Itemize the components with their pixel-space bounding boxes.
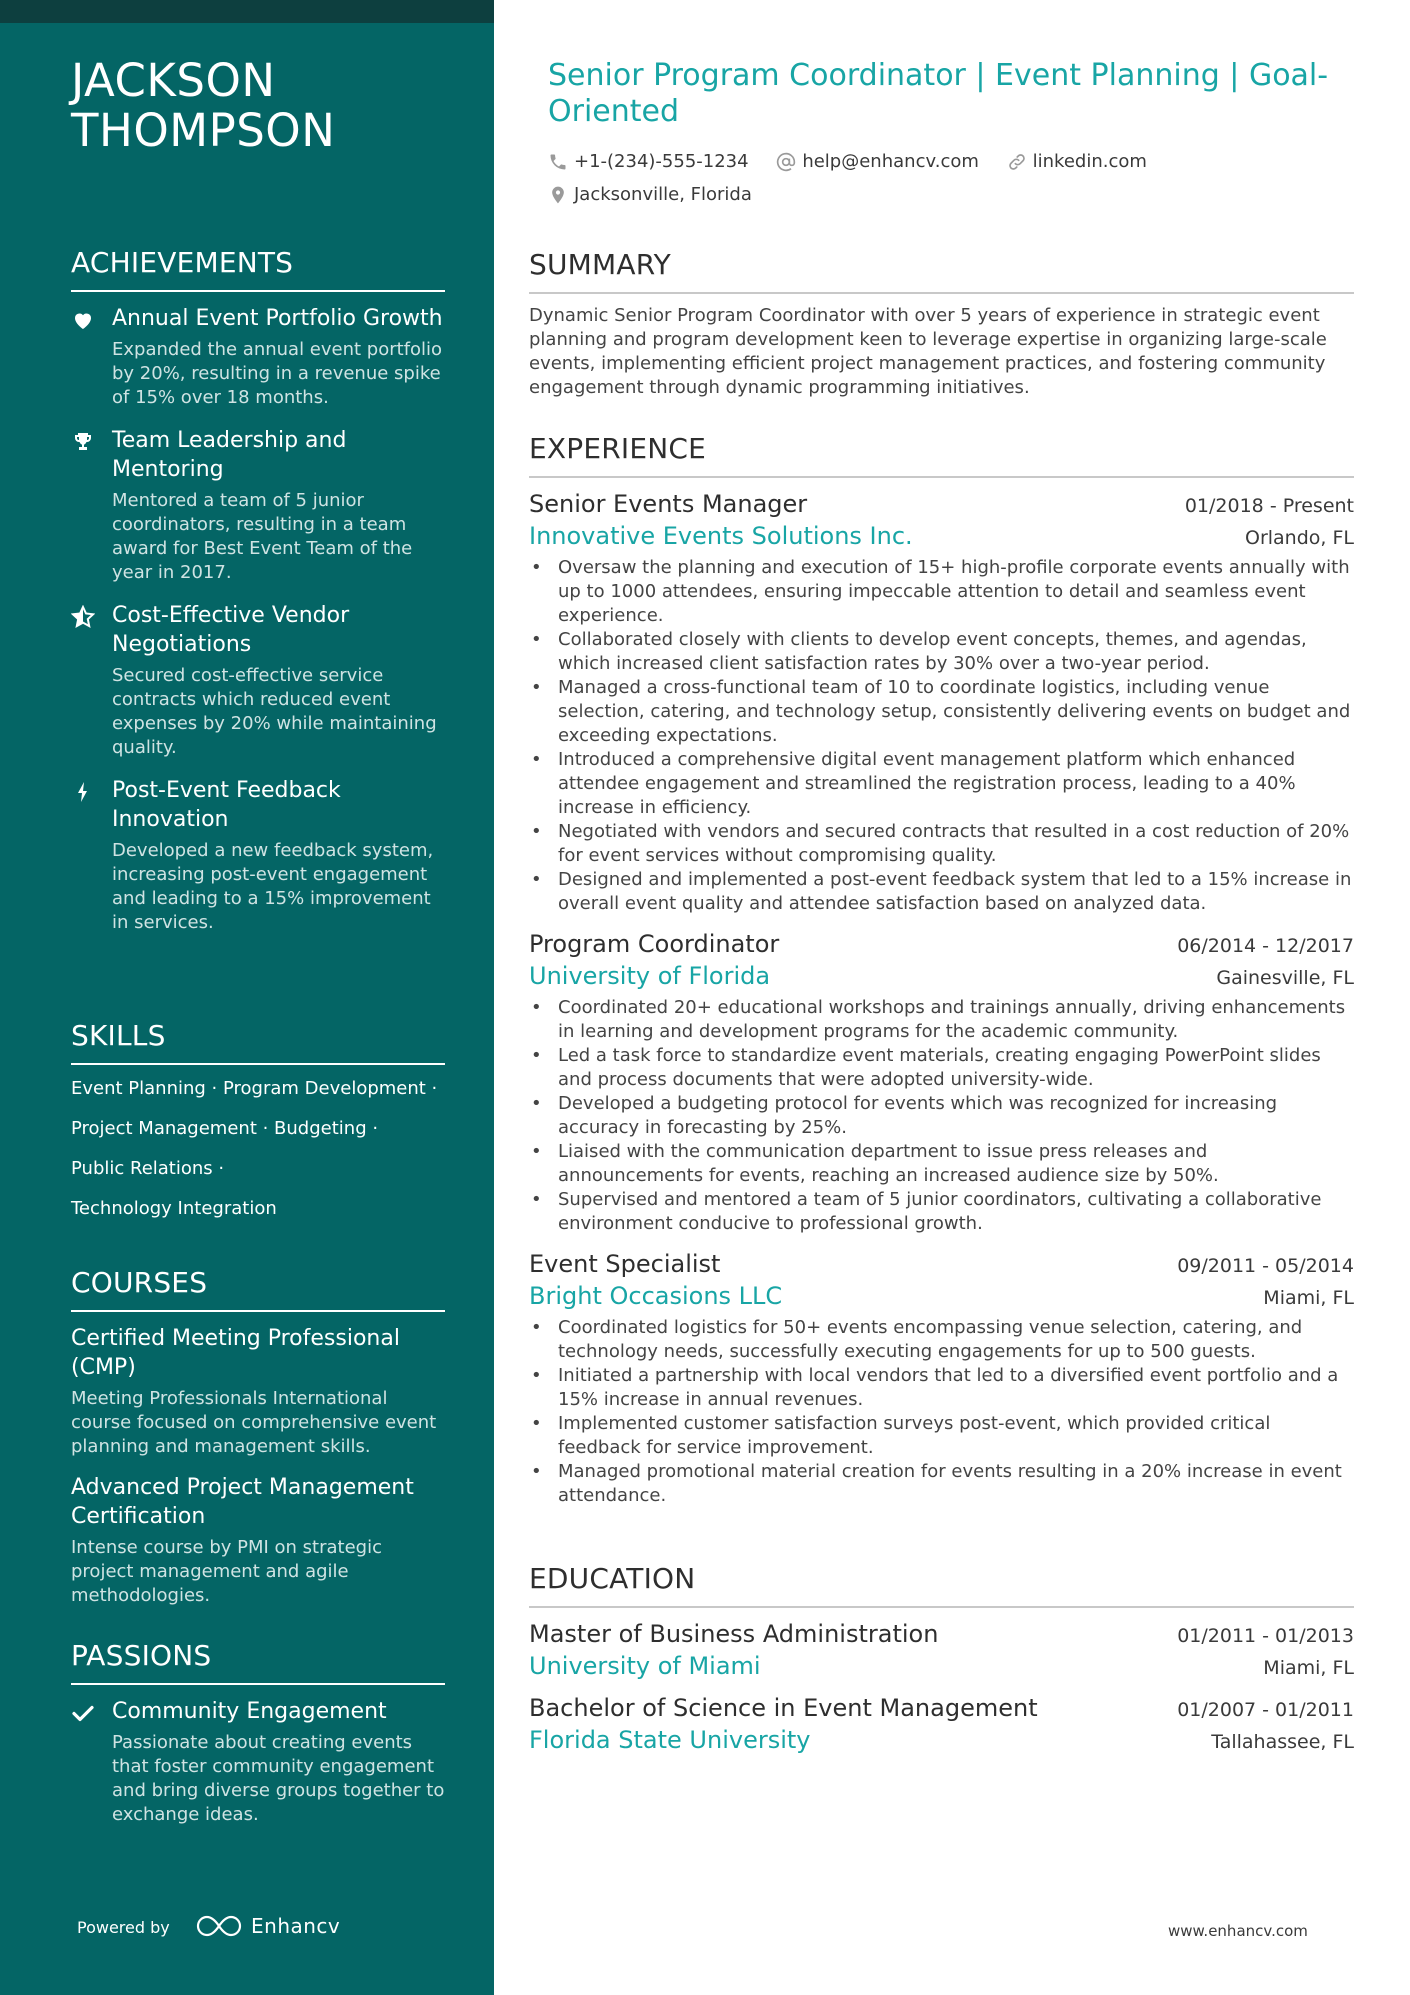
job-location: Gainesville, FL	[1216, 967, 1354, 989]
job-entry	[529, 928, 1354, 1236]
achievements-heading: ACHIEVEMENTS	[71, 246, 445, 292]
candidate-name	[71, 56, 471, 156]
job-title: Program Coordinator	[529, 930, 780, 958]
course-desc: Meeting Professionals International course focused on comprehensive event planning and management skills.	[71, 1388, 437, 1457]
achievement-item	[71, 304, 445, 410]
job-title: Event Specialist	[529, 1250, 721, 1278]
brand-name: Enhancv	[251, 1914, 341, 1938]
bullet-item: • Managed a cross-functional team of 10 to coordinate logistics, including venue selection, catering, and technology setup, consistently delivering events on budget and exceeding expectations.	[529, 676, 1354, 748]
courses-heading: COURSES	[71, 1266, 445, 1312]
heart-icon	[71, 308, 95, 332]
school-name: University of Miami	[529, 1652, 761, 1680]
location-text: Jacksonville, Florida	[574, 184, 752, 205]
bullet-item: • Collaborated closely with clients to develop event concepts, themes, and agendas, which increased client satisfaction rates by 30% over a two-year period.	[529, 628, 1354, 676]
bullet-item: • Supervised and mentored a team of 5 junior coordinators, cultivating a collaborative environment conducive to professional growth.	[529, 1188, 1354, 1236]
phone-text: +1-(234)-555-1234	[574, 151, 749, 172]
first-name: JACKSON	[71, 54, 276, 107]
job-location: Orlando, FL	[1244, 527, 1354, 549]
course-title: Certified Meeting Professional (CMP)	[71, 1326, 400, 1380]
passion-title: Community Engagement	[112, 1699, 387, 1724]
contact-linkedin[interactable]	[1007, 148, 1147, 176]
achievement-item	[71, 601, 445, 760]
skills-line: Project Management · Budgeting ·	[71, 1118, 379, 1139]
company-name: Bright Occasions LLC	[529, 1282, 783, 1310]
sidebar	[0, 0, 494, 1995]
sidebar-top-strip	[0, 0, 494, 23]
contact-location	[548, 181, 752, 209]
link-icon	[1007, 152, 1027, 172]
achievement-desc: Secured cost-effective service contracts which reduced event expenses by 20% while maintaining quality.	[112, 665, 437, 758]
passion-desc: Passionate about creating events that foster community engagement and bring diverse groups together to exchange ideas.	[112, 1732, 445, 1825]
at-sign-icon	[776, 152, 796, 172]
education-entry	[529, 1618, 1354, 1682]
company-name: Innovative Events Solutions Inc.	[529, 522, 913, 550]
bullet-item: • Oversaw the planning and execution of 15+ high-profile corporate events annually with up to 1000 attendees, ensuring impeccable attention to detail and seamless event experience.	[529, 556, 1354, 628]
job-dates: 01/2018 - Present	[1184, 495, 1354, 517]
bullet-item: • Initiated a partnership with local vendors that led to a diversified event portfolio and a 15% increase in annual revenues.	[529, 1364, 1354, 1412]
degree-title: Master of Business Administration	[529, 1620, 939, 1648]
contact-email[interactable]	[776, 148, 979, 176]
achievement-title: Cost-Effective Vendor Negotiations	[112, 603, 350, 657]
bullet-item: • Introduced a comprehensive digital event management platform which enhanced attendee engagement and streamlined the registration process, leading to a 40% increase in efficiency.	[529, 748, 1354, 820]
linkedin-text: linkedin.com	[1032, 151, 1147, 172]
job-location: Miami, FL	[1263, 1287, 1354, 1309]
lightning-icon	[71, 780, 95, 804]
bullet-item: • Implemented customer satisfaction surveys post-event, which provided critical feedback for service improvement.	[529, 1412, 1354, 1460]
experience-section	[529, 432, 1354, 1520]
skills-line: Public Relations ·	[71, 1158, 225, 1179]
achievement-title: Post-Event Feedback Innovation	[112, 778, 341, 832]
bullet-item: • Negotiated with vendors and secured contracts that resulted in a cost reduction of 20% for event services without compromising quality.	[529, 820, 1354, 868]
bullet-item: • Coordinated logistics for 50+ events encompassing venue selection, catering, and technology needs, successfully executing engagements for up to 500 guests.	[529, 1316, 1354, 1364]
job-bullets	[529, 556, 1354, 916]
bullet-item: • Led a task force to standardize event materials, creating engaging PowerPoint slides and process documents that were adopted university-wide.	[529, 1044, 1354, 1092]
school-name: Florida State University	[529, 1726, 811, 1754]
passion-item	[71, 1697, 445, 1827]
location-pin-icon	[548, 185, 568, 205]
course-item	[71, 1324, 445, 1459]
course-title: Advanced Project Management Certification	[71, 1475, 414, 1529]
achievements-section	[71, 246, 445, 951]
skills-line: Technology Integration	[71, 1198, 277, 1219]
summary-section	[529, 248, 1354, 400]
education-heading: EDUCATION	[529, 1562, 1354, 1608]
company-name: University of Florida	[529, 962, 771, 990]
skills-line: Event Planning · Program Development ·	[71, 1078, 438, 1099]
footer-url[interactable]: www.enhancv.com	[1168, 1922, 1308, 1940]
enhancv-logo[interactable]	[195, 1910, 340, 1942]
job-bullets	[529, 1316, 1354, 1508]
achievement-desc: Mentored a team of 5 junior coordinators, resulting in a team award for Best Event Team of the year in 2017.	[112, 490, 413, 583]
education-dates: 01/2011 - 01/2013	[1177, 1625, 1354, 1647]
education-section	[529, 1562, 1354, 1766]
email-text: help@enhancv.com	[802, 151, 979, 172]
experience-heading: EXPERIENCE	[529, 432, 1354, 478]
checkmark-icon	[71, 1701, 95, 1725]
job-entry	[529, 1248, 1354, 1508]
passions-section	[71, 1639, 445, 1843]
course-item	[71, 1473, 445, 1608]
job-entry	[529, 488, 1354, 916]
headline: Senior Program Coordinator | Event Planning | Goal-Oriented	[548, 58, 1329, 129]
job-title: Senior Events Manager	[529, 490, 808, 518]
skills-heading: SKILLS	[71, 1019, 445, 1065]
achievement-desc: Developed a new feedback system, increasing post-event engagement and leading to a 15% improvement in services.	[112, 840, 434, 933]
passions-heading: PASSIONS	[71, 1639, 445, 1685]
powered-by-label: Powered by	[77, 1918, 170, 1937]
star-half-icon	[71, 605, 95, 629]
last-name: THOMPSON	[71, 104, 336, 157]
education-dates: 01/2007 - 01/2011	[1177, 1699, 1354, 1721]
job-dates: 06/2014 - 12/2017	[1177, 935, 1354, 957]
job-bullets	[529, 996, 1354, 1236]
achievement-title: Annual Event Portfolio Growth	[112, 306, 443, 331]
summary-text: Dynamic Senior Program Coordinator with over 5 years of experience in strategic event planning and program development keen to leverage expertise in organizing large-scale events, implementing efficient project management practices, and fostering community engagement through dynamic programming initiatives.	[529, 305, 1327, 398]
courses-section	[71, 1266, 445, 1622]
contact-info	[548, 148, 1348, 214]
bullet-item: • Liaised with the communication department to issue press releases and announcements for events, reaching an increased audience size by 50%.	[529, 1140, 1354, 1188]
school-location: Tallahassee, FL	[1211, 1731, 1354, 1753]
summary-heading: SUMMARY	[529, 248, 1354, 294]
achievement-item	[71, 776, 445, 935]
contact-phone[interactable]	[548, 148, 749, 176]
course-desc: Intense course by PMI on strategic project management and agile methodologies.	[71, 1537, 383, 1606]
achievement-title: Team Leadership and Mentoring	[112, 428, 347, 482]
job-dates: 09/2011 - 05/2014	[1177, 1255, 1354, 1277]
infinity-logo-icon	[195, 1913, 243, 1939]
skills-section	[71, 1019, 445, 1237]
bullet-item: • Coordinated 20+ educational workshops and trainings annually, driving enhancements in learning and development programs for the academic community.	[529, 996, 1354, 1044]
degree-title: Bachelor of Science in Event Management	[529, 1694, 1038, 1722]
trophy-icon	[71, 430, 95, 454]
school-location: Miami, FL	[1263, 1657, 1354, 1679]
bullet-item: • Managed promotional material creation for events resulting in a 20% increase in event attendance.	[529, 1460, 1354, 1508]
achievement-desc: Expanded the annual event portfolio by 20%, resulting in a revenue spike of 15% over 18 months.	[112, 339, 443, 408]
phone-icon	[548, 152, 568, 172]
bullet-item: • Designed and implemented a post-event feedback system that led to a 15% increase in overall event quality and attendee satisfaction based on analyzed data.	[529, 868, 1354, 916]
achievement-item	[71, 426, 445, 585]
education-entry	[529, 1692, 1354, 1756]
bullet-item: • Developed a budgeting protocol for events which was recognized for increasing accuracy in forecasting by 25%.	[529, 1092, 1354, 1140]
